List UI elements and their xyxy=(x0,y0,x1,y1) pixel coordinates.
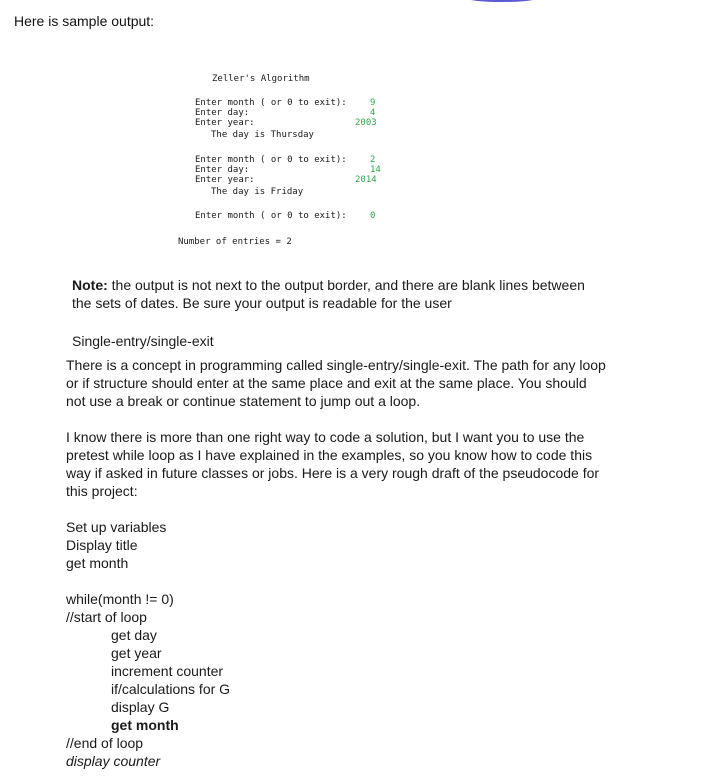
console-month-value-1: 9 xyxy=(370,98,376,108)
console-exit-prompt: Enter month ( or 0 to exit): xyxy=(195,211,347,221)
pseudo-get-month-loop: get month xyxy=(111,717,179,733)
console-month-prompt-1: Enter month ( or 0 to exit): xyxy=(195,98,347,108)
pseudo-display-g: display G xyxy=(111,699,170,715)
console-day-value-2: 14 xyxy=(370,165,381,175)
pseudo-calculations: if/calculations for G xyxy=(111,681,231,697)
console-result-1: The day is Thursday xyxy=(211,130,314,140)
pseudo-get-day: get day xyxy=(111,627,157,643)
pseudo-increment-counter: increment counter xyxy=(111,663,224,679)
note-line-1 xyxy=(72,276,585,294)
para1-line-2: or if structure should enter at the same place and exit at the same place. You should xyxy=(66,375,587,391)
console-year-value-2: 2014 xyxy=(355,175,377,185)
pseudo-get-month: get month xyxy=(66,555,129,571)
pseudo-get-year: get year xyxy=(111,645,162,661)
section-title: Single-entry/single-exit xyxy=(72,333,214,349)
para1-line-1: There is a concept in programming called single-entry/single-exit. The path for any loop xyxy=(66,357,606,373)
console-exit-value: 0 xyxy=(370,211,376,221)
para2-line-3: way if asked in future classes or jobs. Here is a very rough draft of the pseudocode for xyxy=(66,465,600,481)
console-month-prompt-2: Enter month ( or 0 to exit): xyxy=(195,155,347,165)
pseudo-display-counter: display counter xyxy=(66,753,161,769)
console-entries-line: Number of entries = 2 xyxy=(178,237,292,247)
console-year-value-1: 2003 xyxy=(355,118,377,128)
note-line-2: the sets of dates. Be sure your output is readable for the user xyxy=(72,295,452,311)
console-day-value-1: 4 xyxy=(370,108,376,118)
pseudo-while-line: while(month != 0) xyxy=(66,591,174,607)
note-text-1: the output is not next to the output border, and there are blank lines between xyxy=(107,277,585,293)
pseudo-setup-variables: Set up variables xyxy=(66,519,167,535)
para1-line-3: not use a break or continue statement to jump out a loop. xyxy=(66,393,421,409)
console-day-prompt-2: Enter day: xyxy=(195,165,250,175)
sample-output-heading: Here is sample output: xyxy=(14,13,155,29)
console-output-screenshot xyxy=(0,0,724,260)
para2-line-4: this project: xyxy=(66,483,138,499)
para2-line-2: pretest while loop as I have explained in the examples, so you know how to code this xyxy=(66,447,593,463)
note-label: Note: xyxy=(72,277,108,293)
console-month-value-2: 2 xyxy=(370,155,376,165)
pseudo-end-comment: //end of loop xyxy=(66,735,144,751)
console-year-prompt-1: Enter year: xyxy=(195,118,255,128)
para2-line-1: I know there is more than one right way to code a solution, but I want you to use the xyxy=(66,429,585,445)
console-day-prompt-1: Enter day: xyxy=(195,108,250,118)
pseudo-start-comment: //start of loop xyxy=(66,609,147,625)
console-result-2: The day is Friday xyxy=(211,187,304,197)
console-title: Zeller's Algorithm xyxy=(212,74,310,84)
console-year-prompt-2: Enter year: xyxy=(195,175,255,185)
pseudo-display-title: Display title xyxy=(66,537,138,553)
